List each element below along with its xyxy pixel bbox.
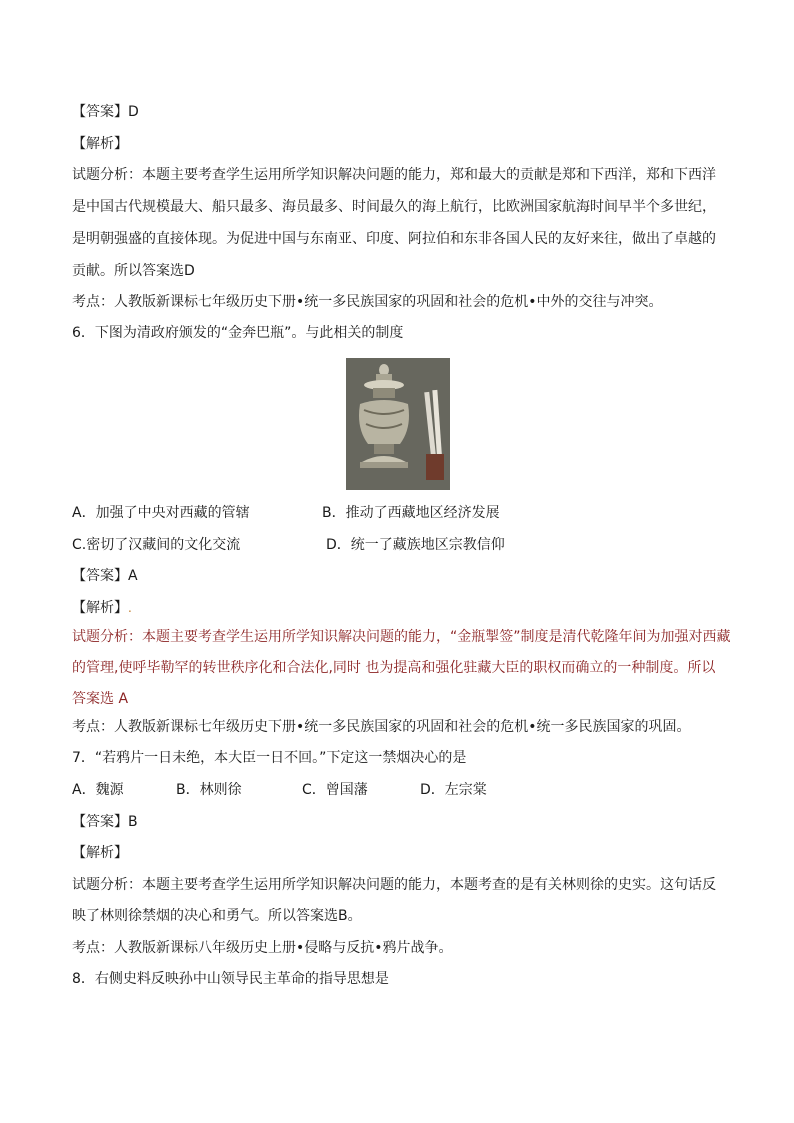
q6-analysis-label-row [72,598,728,618]
q7-question: 7．“若鸦片一日未绝，本大臣一日不回。”下定这一禁烟决心的是 [72,750,467,766]
q6-analysis-line-1: 试题分析：本题主要考查学生运用所学知识解决问题的能力，“金瓶掣签”制度是清代乾隆年间为加强对西藏 [72,629,731,645]
golden-urn-icon [346,358,450,490]
golden-urn-photo [346,358,450,490]
q5-analysis-line-3: 是明朝强盛的直接体现。为促进中国与东南亚、印度、阿拉伯和东非各国人民的友好来往，做出了卓越的 [72,231,716,247]
q6-analysis-line-2: 的管理,使呼毕勒罕的转世秩序化和合法化,同时 也为提高和强化驻藏大臣的职权而确立的一种制度。所以 [72,660,716,676]
q6-kaodian: 考点：人教版新课标七年级历史下册•统一多民族国家的巩固和社会的危机•统一多民族国家的巩固。 [72,719,691,735]
q6-answer: 【答案】A [72,568,138,584]
q7-analysis-line-1: 试题分析：本题主要考查学生运用所学知识解决问题的能力，本题考查的是有关林则徐的史实。这句话反 [72,877,716,893]
q6-analysis-line-3: 答案选 A [72,691,129,707]
q7-option-d: D．左宗棠 [420,782,487,798]
q7-option-a: A．魏源 [72,782,124,798]
q6-question: 6．下图为清政府颁发的“金奔巴瓶”。与此相关的制度 [72,325,404,341]
q6-option-b: B．推动了西藏地区经济发展 [322,505,500,521]
q5-analysis-line-4: 贡献。所以答案选D [72,263,195,279]
q6-option-c: C.密切了汉藏间的文化交流 [72,537,241,553]
q5-analysis-label: 【解析】 [72,136,128,152]
q6-option-d: D．统一了藏族地区宗教信仰 [326,537,505,553]
q6-analysis-mark: . [128,601,132,615]
q7-option-c: C．曾国藩 [302,782,368,798]
q7-analysis-line-2: 映了林则徐禁烟的决心和勇气。所以答案选B。 [72,908,362,924]
q5-answer: 【答案】D [72,104,139,120]
q5-analysis-line-1: 试题分析：本题主要考查学生运用所学知识解决问题的能力，郑和最大的贡献是郑和下西洋，郑和下西洋 [72,167,716,183]
q7-kaodian: 考点：人教版新课标八年级历史上册•侵略与反抗•鸦片战争。 [72,940,453,956]
q6-analysis-label: 【解析】 [72,600,128,616]
q5-analysis-line-2: 是中国古代规模最大、船只最多、海员最多、时间最久的海上航行，比欧洲国家航海时间早半个多世纪， [72,199,716,215]
q6-option-a: A．加强了中央对西藏的管辖 [72,505,250,521]
q7-option-b: B．林则徐 [176,782,242,798]
q8-question: 8．右侧史料反映孙中山领导民主革命的指导思想是 [72,971,389,987]
q5-kaodian: 考点：人教版新课标七年级历史下册•统一多民族国家的巩固和社会的危机•中外的交往与冲突。 [72,294,663,310]
q7-analysis-label: 【解析】 [72,845,128,861]
q7-answer: 【答案】B [72,814,138,830]
